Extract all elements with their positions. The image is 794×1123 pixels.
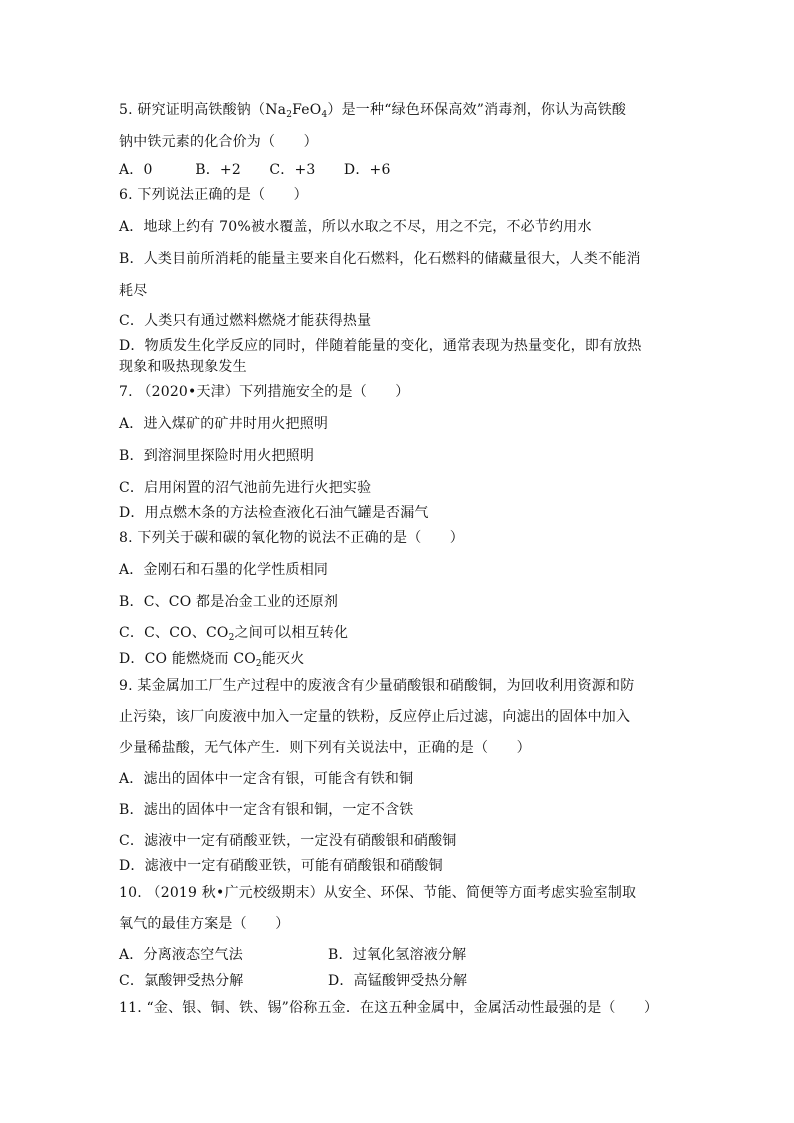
- q5-text: ）是一种“绿色环保高效”消毒剂，你认为高铁酸: [327, 102, 627, 118]
- q8-option-b: B．C、CO 都是冶金工业的还原剂: [119, 594, 339, 610]
- q7-option-c: C．启用闲置的沼气池前先进行火把实验: [119, 480, 372, 496]
- q5-options: A．0 B．+2 C．+3 D．+6: [119, 162, 391, 178]
- q8-stem: 8. 下列关于碳和碳的氧化物的说法不正确的是（ ）: [119, 530, 465, 546]
- q6-option-b-line1: B．人类目前所消耗的能量主要来自化石燃料，化石燃料的储藏量很大，人类不能消: [119, 251, 641, 267]
- q5-subscript: 2: [286, 110, 293, 120]
- q9-stem-line2: 止污染，该厂向废液中加入一定量的铁粉，反应停止后过滤，向滤出的固体中加入: [119, 709, 631, 725]
- q6-option-a: A．地球上约有 70%被水覆盖，所以水取之不尽，用之不完，不必节约用水: [119, 219, 592, 235]
- q9-stem-line1: 9. 某金属加工厂生产过程中的废液含有少量硝酸银和硝酸铜，为回收利用资源和防: [119, 678, 635, 694]
- q5-stem-line2: 钠中铁元素的化合价为（ ）: [119, 134, 318, 150]
- q7-stem: 7. （2020•天津）下列措施安全的是（ ）: [119, 384, 410, 400]
- q8-option-a: A．金刚石和石墨的化学性质相同: [119, 562, 329, 578]
- q9-option-b: B．滤出的固体中一定含有银和铜，一定不含铁: [119, 802, 414, 818]
- q10-stem-line1: 10. （2019 秋•广元校级期末）从安全、环保、节能、简便等方面考虑实验室制取: [119, 885, 637, 901]
- q9-option-d: D．滤液中一定有硝酸亚铁，可能有硝酸银和硝酸铜: [119, 858, 443, 874]
- q8-text: 之间可以相互转化: [234, 625, 349, 641]
- q6-option-c: C．人类只有通过燃料燃烧才能获得热量: [119, 313, 372, 329]
- q5-subscript: 4: [321, 110, 328, 120]
- q10-stem-line2: 氧气的最佳方案是（ ）: [119, 916, 290, 932]
- q7-option-b: B．到溶洞里探险时用火把照明: [119, 448, 315, 464]
- q8-text: C．C、CO、CO: [119, 625, 229, 641]
- q8-option-d: [119, 650, 304, 668]
- q5-text: FeO: [292, 102, 322, 118]
- q8-text: D．CO 能燃烧而 CO: [119, 651, 256, 667]
- q9-option-a: A．滤出的固体中一定含有银，可能含有铁和铜: [119, 771, 414, 787]
- q10-option-b: B．过氧化氢溶液分解: [328, 947, 467, 963]
- q9-option-c: C．滤液中一定有硝酸亚铁，一定没有硝酸银和硝酸铜: [119, 833, 457, 849]
- q8-text: 能灭火: [261, 651, 305, 667]
- q10-option-c: C．氯酸钾受热分解: [119, 973, 244, 989]
- q11-stem: 11. “金、银、铜、铁、锡”俗称五金．在这五种金属中，金属活动性最强的是（ ）: [119, 1000, 659, 1016]
- q9-stem-line3: 少量稀盐酸，无气体产生．则下列有关说法中，正确的是（ ）: [119, 740, 531, 756]
- q8-subscript: 2: [255, 659, 262, 669]
- q7-option-d: D．用点燃木条的方法检查液化石油气罐是否漏气: [119, 505, 429, 521]
- q6-stem: 6. 下列说法正确的是（ ）: [119, 187, 308, 203]
- q6-option-d-line1: D．物质发生化学反应的同时，伴随着能量的变化，通常表现为热量变化，即有放热: [119, 338, 642, 354]
- q10-option-d: D．高锰酸钾受热分解: [328, 973, 468, 989]
- q8-option-c: [119, 624, 348, 642]
- q10-option-a: A．分离液态空气法: [119, 947, 243, 963]
- q6-option-b-line2: 耗尽: [119, 283, 148, 299]
- q8-subscript: 2: [228, 633, 235, 643]
- q5-stem-line1: [119, 101, 626, 119]
- q7-option-a: A．进入煤矿的矿井时用火把照明: [119, 416, 329, 432]
- q6-option-d-line2: 现象和吸热现象发生: [119, 359, 247, 375]
- q5-text: 5. 研究证明高铁酸钠（Na: [119, 102, 287, 118]
